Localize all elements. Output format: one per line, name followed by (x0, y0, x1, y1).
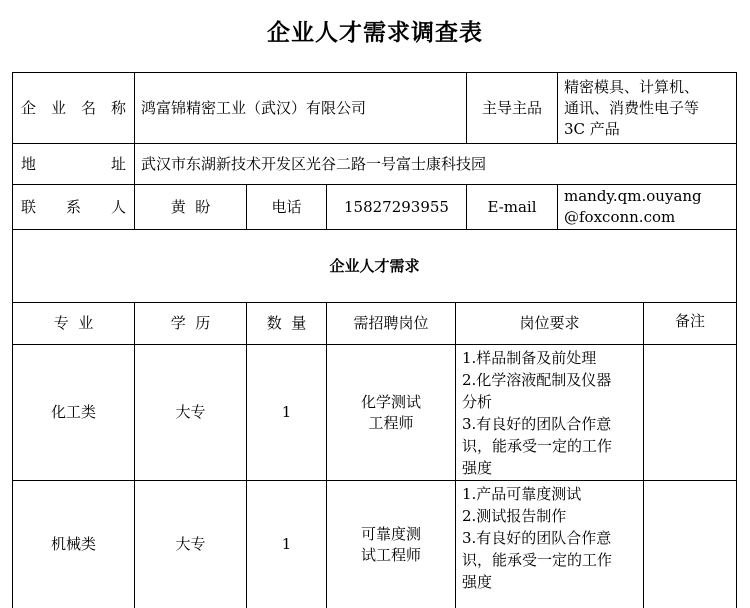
col-header-education: 学 历 (170, 314, 211, 332)
table-row-1-note (644, 345, 736, 480)
address-value: 武汉市东湖新技术开发区光谷二路一号富士康科技园 (141, 154, 487, 173)
email-label: E-mail (487, 197, 537, 216)
col-header-count: 数 量 (266, 314, 307, 332)
page-title: 企业人才需求调查表 (267, 20, 483, 46)
address-label: 地 址 (21, 154, 126, 173)
table-row-1-count: 1 (281, 403, 292, 421)
table-row-2-position: 可靠度测 试工程师 (360, 524, 421, 564)
table-row-2-count: 1 (281, 535, 292, 553)
products-value: 精密模具、计算机、 通讯、消费性电子等 3C 产品 (564, 77, 700, 138)
border-right (736, 72, 737, 608)
table-row-1-education: 大专 (175, 403, 206, 421)
col-header-requirements: 岗位要求 (519, 314, 580, 332)
table-row-1-requirements: 1.样品制备及前处理 2.化学溶液配制及仪器 分析 3.有良好的团队合作意 识，能承受一定的工作 强度 (462, 348, 613, 477)
products-label: 主导主品 (481, 98, 542, 117)
table-row-2-education: 大专 (175, 535, 206, 553)
col-header-major: 专 业 (53, 314, 94, 332)
col-header-note: 备注 (674, 312, 705, 330)
company-name-label: 企 业 名 称 (21, 98, 126, 117)
contact-value: 黄 盼 (170, 197, 211, 216)
phone-label: 电话 (271, 197, 302, 216)
phone-value: 15827293955 (344, 197, 449, 216)
col-header-position: 需招聘岗位 (353, 314, 429, 332)
table-row-1-major: 化工类 (50, 403, 96, 421)
table-row-2-requirements: 1.产品可靠度测试 2.测试报告制作 3.有良好的团队合作意 识，能承受一定的工作 强度 (462, 485, 613, 591)
table-row-1-position: 化学测试 工程师 (360, 392, 421, 432)
contact-label: 联 系 人 (21, 197, 126, 216)
table-row-2-major: 机械类 (50, 535, 96, 553)
company-name: 鸿富锦精密工业（武汉）有限公司 (141, 98, 367, 117)
table-row-2-note (644, 481, 736, 608)
email-value: mandy.qm.ouyang @foxconn.com (564, 187, 702, 226)
section-title: 企业人才需求 (329, 256, 420, 275)
